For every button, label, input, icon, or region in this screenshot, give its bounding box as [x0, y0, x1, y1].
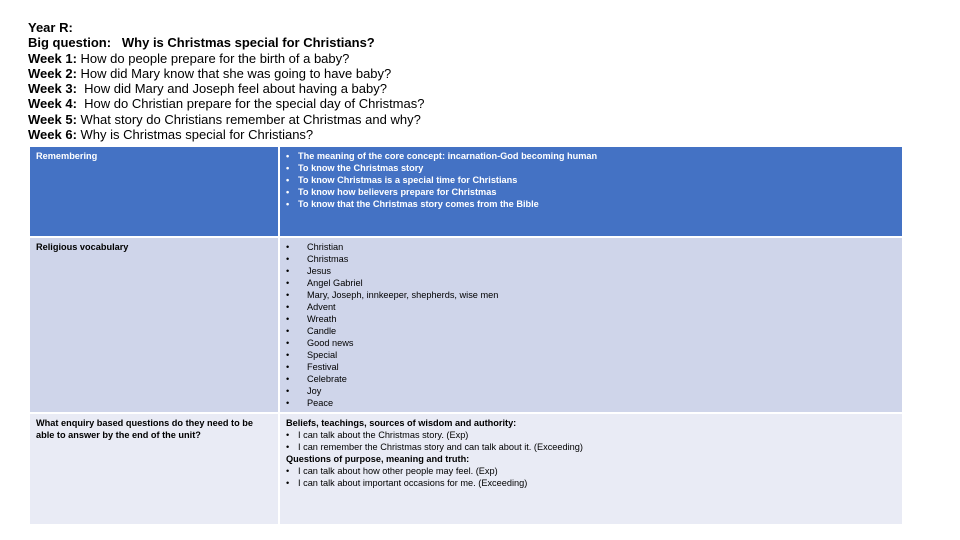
list-item: • Advent — [286, 301, 896, 313]
list-item: • Angel Gabriel — [286, 277, 896, 289]
list-item: • To know how believers prepare for Christmas — [286, 186, 896, 198]
table-row-remembering — [29, 146, 903, 237]
list-item: • Joy — [286, 385, 896, 397]
vocabulary-content — [279, 237, 903, 413]
beliefs-heading: Beliefs, teachings, sources of wisdom and authority: — [286, 418, 517, 428]
week-4: Week 4: How do Christian prepare for the special day of Christmas? — [28, 96, 425, 112]
vocabulary-label: Religious vocabulary — [29, 237, 279, 413]
list-item: • To know Christmas is a special time for Christians — [286, 174, 896, 186]
list-item: • To know that the Christmas story comes from the Bible — [286, 198, 896, 210]
table-row-vocabulary — [29, 237, 903, 413]
unit-table — [28, 145, 904, 526]
list-item: • I can talk about how other people may feel. (Exp) — [286, 465, 896, 477]
week-6: Week 6: Why is Christmas special for Christians? — [28, 127, 314, 143]
purpose-heading: Questions of purpose, meaning and truth: — [286, 454, 470, 464]
list-item: • Festival — [286, 361, 896, 373]
list-item: • I can talk about the Christmas story. (Exp) — [286, 429, 896, 441]
list-item: • Jesus — [286, 265, 896, 277]
list-item: • I can talk about important occasions for me. (Exceeding) — [286, 477, 896, 489]
list-item: • Good news — [286, 337, 896, 349]
header — [28, 20, 424, 142]
remembering-content — [279, 146, 903, 237]
big-question: Big question: Why is Christmas special for Christians? — [28, 35, 375, 51]
list-item: • To know the Christmas story — [286, 162, 896, 174]
year-heading: Year R: — [28, 20, 73, 35]
table-row-enquiry — [29, 413, 903, 525]
week-2: Week 2: How did Mary know that she was going to have baby? — [28, 65, 392, 81]
list-item: • Peace — [286, 397, 896, 409]
list-item: • I can remember the Christmas story and can talk about it. (Exceeding) — [286, 441, 896, 453]
week-5: Week 5: What story do Christians remember at Christmas and why? — [28, 111, 421, 127]
list-item: • Candle — [286, 325, 896, 337]
enquiry-label: What enquiry based questions do they need to be able to answer by the end of the unit? — [29, 413, 279, 525]
list-item: • Mary, Joseph, innkeeper, shepherds, wise men — [286, 289, 896, 301]
list-item: • The meaning of the core concept: incarnation-God becoming human — [286, 150, 896, 162]
week-3: Week 3: How did Mary and Joseph feel about having a baby? — [28, 81, 387, 97]
enquiry-content — [279, 413, 903, 525]
list-item: • Celebrate — [286, 373, 896, 385]
week-1: Week 1: How do people prepare for the birth of a baby? — [28, 50, 350, 66]
list-item: • Christian — [286, 241, 896, 253]
list-item: • Special — [286, 349, 896, 361]
remembering-label: Remembering — [29, 146, 279, 237]
list-item: • Christmas — [286, 253, 896, 265]
list-item: • Wreath — [286, 313, 896, 325]
